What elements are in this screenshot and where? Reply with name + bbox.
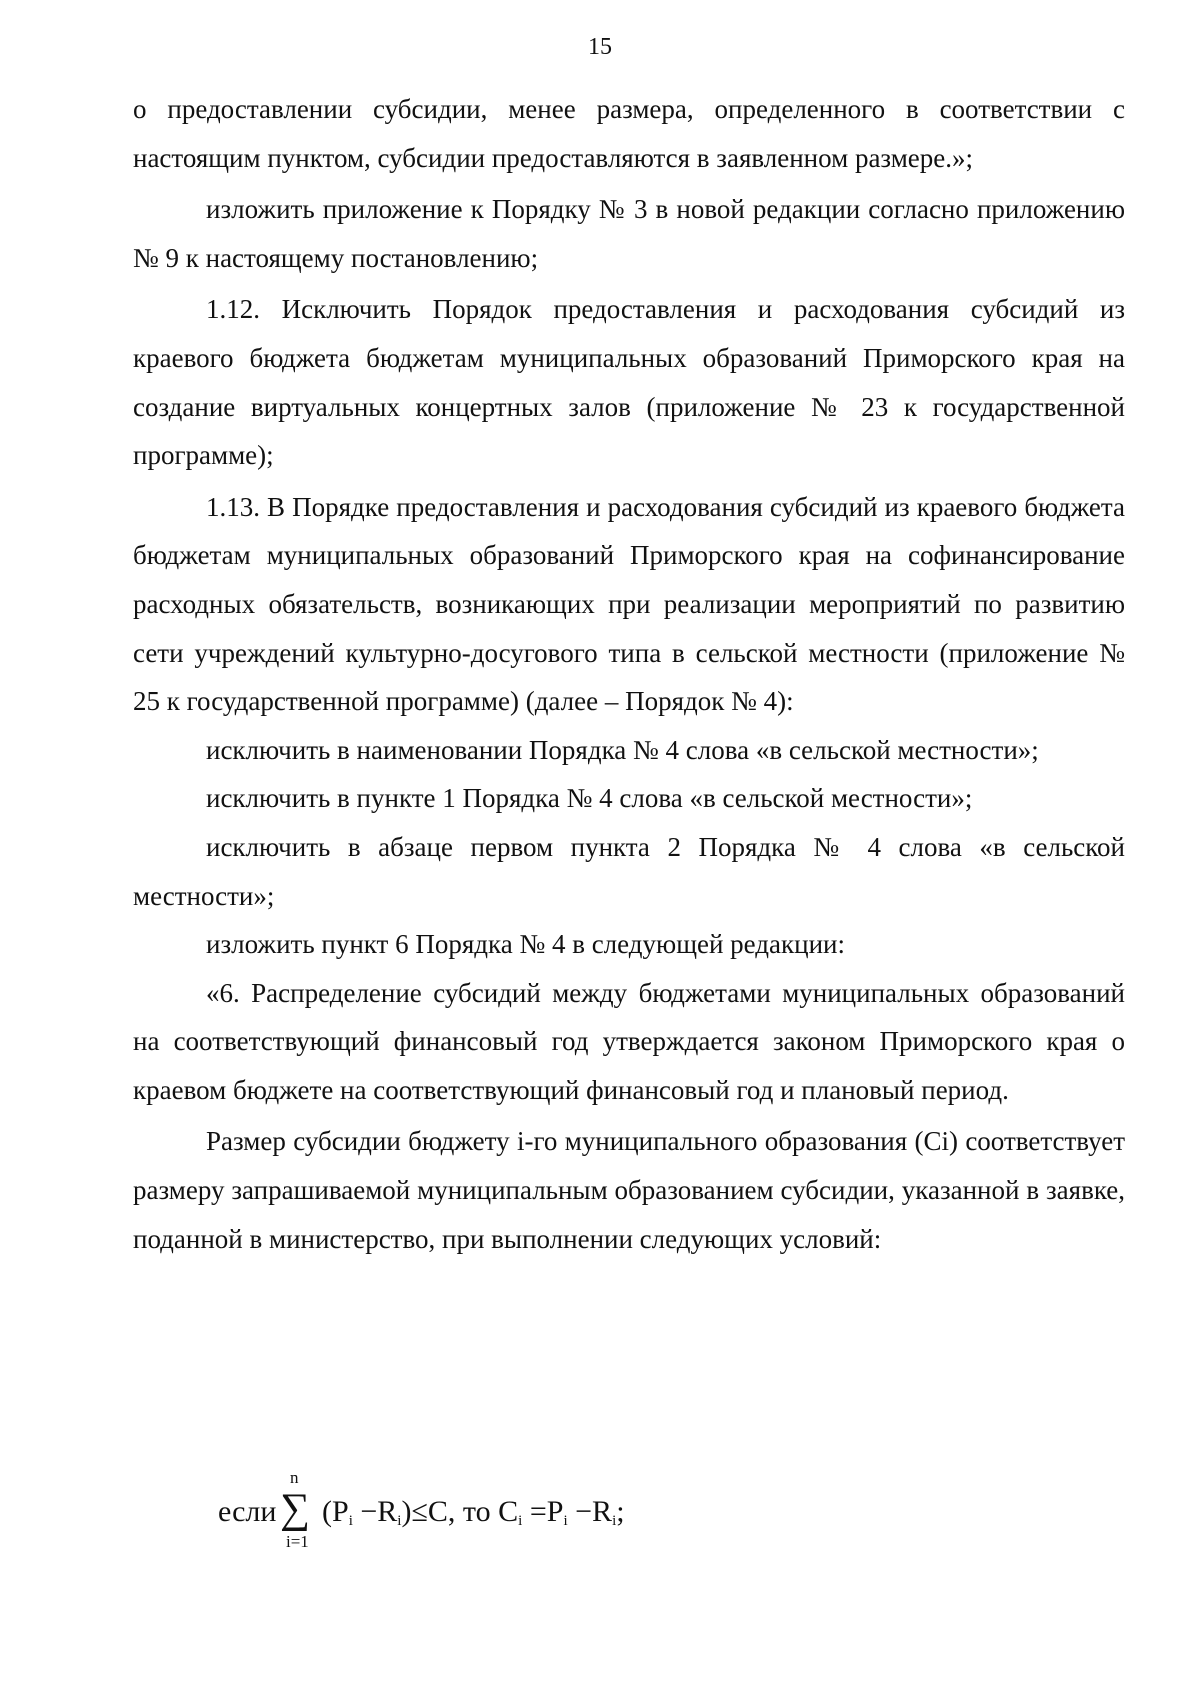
sum-lower-limit: i=1 [286, 1532, 309, 1551]
subsidy-formula [218, 1468, 818, 1562]
formula-minus-r: −R [352, 1495, 398, 1528]
formula-condition: )≤C, то C [401, 1495, 519, 1528]
paragraph-exclude-point-1-words: исключить в пункте 1 Порядка № 4 слова «в сельской местности»; [206, 783, 973, 814]
sigma-icon: ∑ [280, 1486, 310, 1532]
formula-subscript: i [518, 1513, 523, 1529]
paragraph-exclude-point-2-words: исключить в абзаце первом пункта 2 Порядка № 4 слова «в сельской местности»; [133, 831, 1125, 911]
formula-open-paren: ( [322, 1495, 332, 1528]
formula-term-p: P [332, 1495, 349, 1528]
formula-minus-r: −R [567, 1495, 613, 1528]
formula-equals-p: =P [522, 1495, 564, 1528]
paragraph-exclude-title-words: исключить в наименовании Порядка № 4 слова «в сельской местности»; [206, 734, 1039, 765]
summation [280, 1468, 314, 1562]
paragraph-restate-point-6: изложить пункт 6 Порядка № 4 в следующей редакции: [206, 929, 845, 960]
formula-subscript: i [348, 1513, 353, 1529]
paragraph-clause-1-12: 1.12. Исключить Порядок предоставления и расходования субсидий из краевого бюджета бюджетам муниципальных образований Приморского края на создание виртуальных концертных залов (приложение № 23 к государственной программе); [133, 294, 1125, 471]
formula-prefix: если [218, 1495, 277, 1528]
paragraph-clause-1-13: 1.13. В Порядке предоставления и расходования субсидий из краевого бюджета бюджетам муниципальных образований Приморского края на софинансирование расходных обязательств, возникающих при реализации мероприятий по развитию сети учреждений культурно-досугового типа в сельской местности (приложение № 25 к государственной программе) (далее – Порядок № 4): [133, 491, 1125, 717]
formula-subscript: i [563, 1513, 568, 1529]
page-number: 15 [588, 34, 612, 60]
sum-upper-limit: n [290, 1468, 299, 1487]
paragraph-subsidy-size: Размер субсидии бюджету i-го муниципального образования (Ci) соответствует размеру запрашиваемой муниципальным образованием субсидии, указанной в заявке, поданной в министерство, при выполнении следующих условий: [133, 1126, 1125, 1254]
formula-expression [322, 1494, 625, 1539]
paragraph-annex-amendment: изложить приложение к Порядку № 3 в новой редакции согласно приложению № 9 к настоящему постановлению; [133, 194, 1125, 273]
paragraph-point-6-text: «6. Распределение субсидий между бюджетами муниципальных образований на соответствующий финансовый год утверждается законом Приморского края о краевом бюджете на соответствующий финансовый год и плановый период. [133, 977, 1125, 1105]
document-body [133, 85, 1125, 1263]
formula-end: ; [616, 1495, 625, 1528]
paragraph-continuation: о предоставлении субсидии, менее размера, определенного в соответствии с настоящим пунктом, субсидии предоставляются в заявленном размере.»; [133, 94, 1125, 173]
formula-subscript: i [612, 1513, 617, 1529]
formula-subscript: i [397, 1513, 402, 1529]
